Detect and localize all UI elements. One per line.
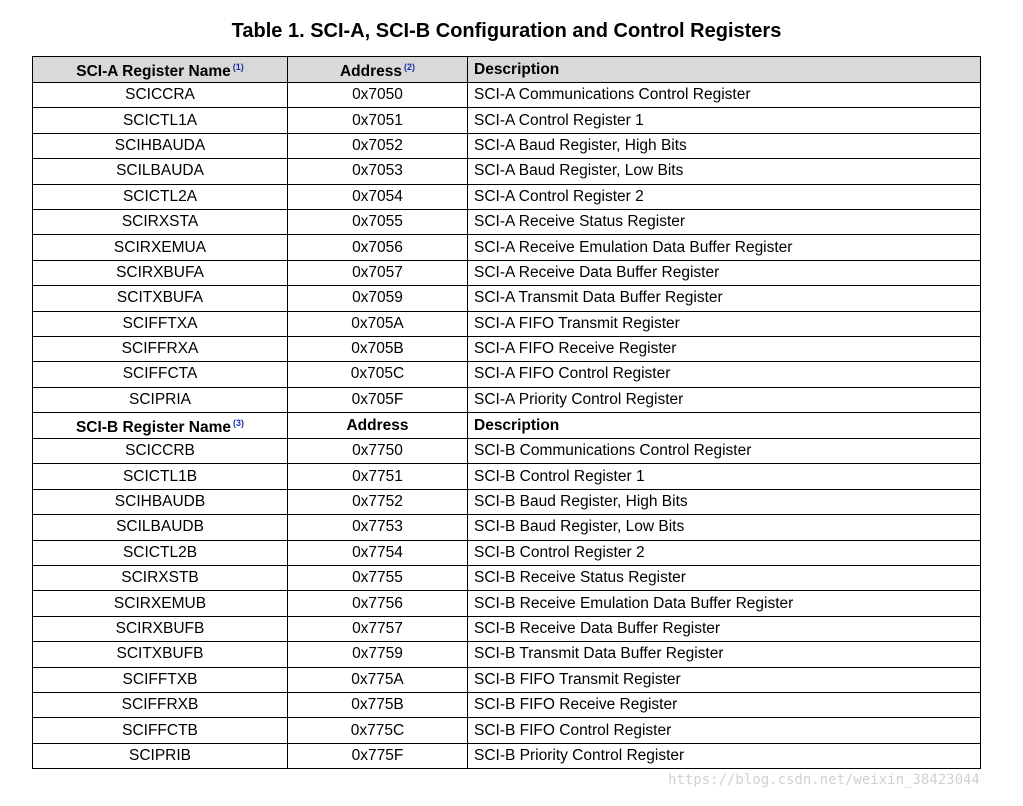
register-description-cell: SCI-B FIFO Receive Register xyxy=(468,692,981,717)
register-description-cell: SCI-A Receive Emulation Data Buffer Register xyxy=(468,235,981,260)
register-name-cell: SCILBAUDA xyxy=(33,159,288,184)
register-description-cell: SCI-B Receive Status Register xyxy=(468,566,981,591)
table-row xyxy=(33,540,981,565)
register-description-cell: SCI-A Baud Register, Low Bits xyxy=(468,159,981,184)
table-row xyxy=(33,515,981,540)
register-description-cell: SCI-B Control Register 1 xyxy=(468,464,981,489)
register-address-cell: 0x705A xyxy=(288,311,468,336)
register-description-cell: SCI-B FIFO Control Register xyxy=(468,718,981,743)
register-address-cell: 0x7051 xyxy=(288,108,468,133)
register-name-cell: SCICTL1A xyxy=(33,108,288,133)
table-row xyxy=(33,235,981,260)
register-address-cell: 0x7055 xyxy=(288,209,468,234)
table-row xyxy=(33,464,981,489)
table-row xyxy=(33,591,981,616)
table-row xyxy=(33,286,981,311)
register-address-cell: 0x705F xyxy=(288,387,468,412)
table-row xyxy=(33,184,981,209)
register-table xyxy=(32,56,981,769)
register-address-cell: 0x7053 xyxy=(288,159,468,184)
register-description-cell: SCI-B Baud Register, Low Bits xyxy=(468,515,981,540)
register-address-cell: 0x7753 xyxy=(288,515,468,540)
register-name-cell: SCICCRA xyxy=(33,83,288,108)
sci-b-name-header-label: SCI-B Register Name xyxy=(75,419,232,437)
register-address-cell: 0x7052 xyxy=(288,133,468,158)
watermark: https://blog.csdn.net/weixin_38423044 xyxy=(668,772,980,788)
sci-a-address-header-label: Address xyxy=(339,63,403,80)
register-name-cell: SCIFFCTB xyxy=(33,718,288,743)
register-name-cell: SCIFFCTA xyxy=(33,362,288,387)
register-description-cell: SCI-A Control Register 1 xyxy=(468,108,981,133)
footnote-link-3[interactable]: (3) xyxy=(233,418,245,429)
register-name-cell: SCIHBAUDA xyxy=(33,133,288,158)
register-name-cell: SCIRXEMUA xyxy=(33,235,288,260)
table-row xyxy=(33,108,981,133)
register-description-cell: SCI-B Receive Data Buffer Register xyxy=(468,616,981,641)
footnote-link-1[interactable]: (1) xyxy=(232,62,244,72)
register-address-cell: 0x775F xyxy=(288,743,468,768)
register-address-cell: 0x7756 xyxy=(288,591,468,616)
table-row xyxy=(33,667,981,692)
register-description-cell: SCI-A Baud Register, High Bits xyxy=(468,133,981,158)
register-address-cell: 0x7751 xyxy=(288,464,468,489)
register-description-cell: SCI-B FIFO Transmit Register xyxy=(468,667,981,692)
sci-b-header-row xyxy=(33,413,981,439)
footnote-link-2[interactable]: (2) xyxy=(404,62,416,72)
register-name-cell: SCITXBUFA xyxy=(33,286,288,311)
register-address-cell: 0x7754 xyxy=(288,540,468,565)
register-description-cell: SCI-A Receive Data Buffer Register xyxy=(468,260,981,285)
register-name-cell: SCIRXSTB xyxy=(33,566,288,591)
register-name-cell: SCIHBAUDB xyxy=(33,489,288,514)
register-address-cell: 0x7056 xyxy=(288,235,468,260)
table-row xyxy=(33,260,981,285)
register-address-cell: 0x7057 xyxy=(288,260,468,285)
register-description-cell: SCI-B Receive Emulation Data Buffer Register xyxy=(468,591,981,616)
register-name-cell: SCIFFTXA xyxy=(33,311,288,336)
register-description-cell: SCI-A Priority Control Register xyxy=(468,387,981,412)
register-description-cell: SCI-B Priority Control Register xyxy=(468,743,981,768)
sci-a-header-row xyxy=(33,57,981,83)
table-row xyxy=(33,439,981,464)
register-name-cell: SCIPRIB xyxy=(33,743,288,768)
table-row xyxy=(33,743,981,768)
sci-b-description-header: Description xyxy=(468,413,981,439)
register-description-cell: SCI-A FIFO Control Register xyxy=(468,362,981,387)
register-description-cell: SCI-B Transmit Data Buffer Register xyxy=(468,642,981,667)
table-row xyxy=(33,83,981,108)
register-address-cell: 0x7752 xyxy=(288,489,468,514)
register-description-cell: SCI-B Communications Control Register xyxy=(468,439,981,464)
register-name-cell: SCIRXEMUB xyxy=(33,591,288,616)
register-name-cell: SCIRXSTA xyxy=(33,209,288,234)
table-row xyxy=(33,159,981,184)
register-name-cell: SCIPRIA xyxy=(33,387,288,412)
table-row xyxy=(33,133,981,158)
register-description-cell: SCI-A FIFO Receive Register xyxy=(468,336,981,361)
register-address-cell: 0x775C xyxy=(288,718,468,743)
register-description-cell: SCI-B Baud Register, High Bits xyxy=(468,489,981,514)
register-name-cell: SCIFFTXB xyxy=(33,667,288,692)
table-row xyxy=(33,209,981,234)
register-name-cell: SCIRXBUFA xyxy=(33,260,288,285)
table-row xyxy=(33,336,981,361)
table-row xyxy=(33,616,981,641)
register-description-cell: SCI-A Receive Status Register xyxy=(468,209,981,234)
register-address-cell: 0x7750 xyxy=(288,439,468,464)
table-row xyxy=(33,362,981,387)
register-address-cell: 0x7755 xyxy=(288,566,468,591)
register-address-cell: 0x7059 xyxy=(288,286,468,311)
register-address-cell: 0x7759 xyxy=(288,642,468,667)
register-address-cell: 0x775A xyxy=(288,667,468,692)
register-description-cell: SCI-B Control Register 2 xyxy=(468,540,981,565)
register-description-cell: SCI-A Transmit Data Buffer Register xyxy=(468,286,981,311)
register-address-cell: 0x7757 xyxy=(288,616,468,641)
table-row xyxy=(33,718,981,743)
register-description-cell: SCI-A FIFO Transmit Register xyxy=(468,311,981,336)
register-address-cell: 0x775B xyxy=(288,692,468,717)
sci-b-address-header: Address xyxy=(288,413,468,439)
register-name-cell: SCIRXBUFB xyxy=(33,616,288,641)
sci-a-name-header-label: SCI-A Register Name xyxy=(76,63,231,80)
register-address-cell: 0x7050 xyxy=(288,83,468,108)
register-address-cell: 0x705C xyxy=(288,362,468,387)
table-row xyxy=(33,566,981,591)
register-name-cell: SCICTL1B xyxy=(33,464,288,489)
sci-a-description-header: Description xyxy=(468,57,981,83)
table-row xyxy=(33,387,981,412)
table-row xyxy=(33,489,981,514)
sci-b-name-header xyxy=(33,413,288,439)
register-name-cell: SCIFFRXA xyxy=(33,336,288,361)
table-title: Table 1. SCI-A, SCI-B Configuration and Control Registers xyxy=(231,20,782,42)
register-name-cell: SCICTL2A xyxy=(33,184,288,209)
register-description-cell: SCI-A Control Register 2 xyxy=(468,184,981,209)
register-address-cell: 0x705B xyxy=(288,336,468,361)
register-description-cell: SCI-A Communications Control Register xyxy=(468,83,981,108)
register-name-cell: SCITXBUFB xyxy=(33,642,288,667)
register-name-cell: SCICTL2B xyxy=(33,540,288,565)
register-name-cell: SCICCRB xyxy=(33,439,288,464)
register-name-cell: SCILBAUDB xyxy=(33,515,288,540)
sci-a-address-header xyxy=(288,57,468,83)
table-row xyxy=(33,692,981,717)
table-row xyxy=(33,642,981,667)
register-name-cell: SCIFFRXB xyxy=(33,692,288,717)
table-row xyxy=(33,311,981,336)
sci-a-name-header xyxy=(33,57,288,83)
register-address-cell: 0x7054 xyxy=(288,184,468,209)
